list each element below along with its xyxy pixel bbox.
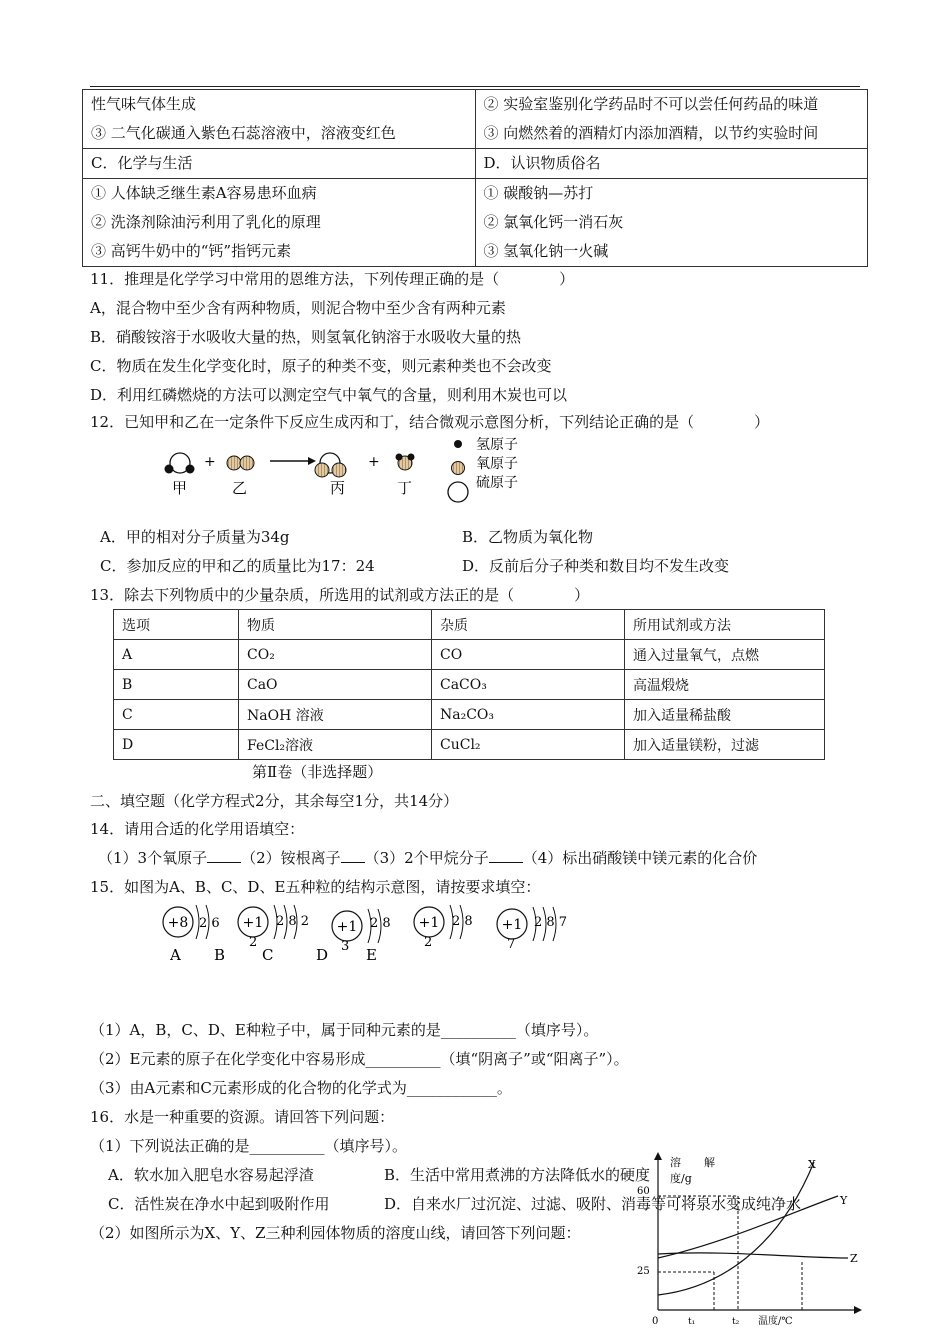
curve-label-x: X [808, 1158, 816, 1171]
q13-stem: 13．除去下列物质中的少量杂质，所选用的试剂或方法正的是（ ） [90, 586, 590, 604]
plus-sign: + [368, 454, 380, 470]
q11-stem: 11．推理是化学学习中常用的恩维方法，下列传理正确的是（ ） [90, 270, 575, 288]
particle-e1 [414, 905, 473, 950]
answer-blank[interactable] [489, 848, 523, 863]
q16-sub2: （2）如图所示为X、Y、Z三种利园体物质的溶度山线，请回答下列问题： [90, 1224, 581, 1242]
q11-option-c: C．物质在发生化学变化时，原子的种类不变，则元素种类也不会改变 [90, 357, 552, 375]
q14-part-3: （3）2个甲烷分子 [364, 849, 489, 867]
particle-c [262, 946, 273, 964]
q16-option-a: A．软水加入肥皂水容易起浮渣 [108, 1166, 314, 1184]
cell-b-right [475, 90, 868, 149]
nucleus-label-tail: 3 [341, 939, 350, 954]
q12-option-b: B．乙物质为氧化物 [462, 528, 594, 546]
nucleus-label-tail: 7 [507, 937, 516, 952]
q15-sub1: （1）A，B，C、D、E种粒子中，属于同种元素的是__________（填序号）。 [90, 1021, 599, 1039]
q16-option-b: B．生活中常用煮沸的方法降低水的硬度 [384, 1166, 651, 1184]
cell-d-body [475, 179, 868, 267]
shell-electrons: 2 6 [199, 916, 220, 931]
text-line: ② 洗涤剂除油污利用了乳化的原理 [91, 213, 321, 231]
header-cell: 物质 [239, 610, 432, 640]
x-tick-t2: t₂ [732, 1317, 740, 1327]
nucleus-label: +1 [418, 915, 440, 931]
nucleus-label: +8 [167, 915, 189, 931]
label-e: E [366, 946, 377, 964]
text-line: 性气味气体生成 [91, 95, 197, 113]
q15-sub3: （3）由A元素和C元素形成的化合物的化学式为____________。 [90, 1079, 512, 1097]
table-cell: B [114, 670, 239, 700]
label-ding: 丁 [397, 479, 413, 497]
table-cell: NaOH 溶液 [239, 700, 432, 730]
shell-electrons: 2 8 [452, 914, 473, 929]
q14-part-2: （2）铵根离子 [241, 849, 341, 867]
particle-d [316, 909, 391, 964]
curve-y [658, 1196, 838, 1258]
answer-blank[interactable] [341, 848, 365, 863]
nucleus-label-tail: 2 [249, 935, 258, 950]
section2-heading: 二、填空题（化学方程式2分，其余每空1分，共14分） [90, 792, 459, 810]
table-cell: 加入适量稀盐酸 [625, 700, 825, 730]
header-cell: 所用试剂或方法 [625, 610, 825, 640]
q16-option-c: C．活性炭在净水中起到吸附作用 [108, 1195, 330, 1213]
label-b: B [214, 946, 226, 964]
y-tick-60: 60 [637, 1186, 650, 1197]
origin-label: 0 [652, 1316, 659, 1327]
table-cell: CuCl₂ [432, 730, 625, 760]
molecule-jia [165, 453, 195, 474]
table-row [114, 670, 825, 700]
impurity-table [113, 609, 825, 760]
answer-blank[interactable] [207, 848, 241, 863]
q12-option-c: C．参加反应的甲和乙的质量比为17：24 [100, 557, 375, 575]
knowledge-table [82, 89, 868, 267]
header-cell: 选项 [114, 610, 239, 640]
text-line: ① 碳酸钠—苏打 [483, 184, 594, 202]
text-line: ② 氯氧化钙一消石灰 [483, 213, 624, 231]
x-axis-label: 温度/℃ [758, 1316, 793, 1327]
reaction-arrow [270, 457, 316, 465]
molecule-bing [315, 453, 346, 477]
legend-hydrogen: 氢原子 [476, 437, 518, 453]
table-cell: CaO [239, 670, 432, 700]
q11-option-d: D．利用红磷燃烧的方法可以测定空气中氧气的含量，则利用木炭也可以 [90, 386, 568, 404]
cell-c-body [83, 179, 476, 267]
table-cell: 通入过量氧气，点燃 [625, 640, 825, 670]
legend-sulfur: 硫原子 [476, 475, 518, 491]
curve-label-y: Y [840, 1194, 848, 1207]
y-axis-label: 溶 [670, 1156, 681, 1169]
y-tick-25: 25 [637, 1266, 650, 1277]
text-line: ③ 高钙牛奶中的“钙”指钙元素 [91, 242, 292, 260]
table-cell: CO [432, 640, 625, 670]
table-row [114, 700, 825, 730]
section-heading: D．认识物质俗名 [483, 154, 601, 172]
shell-electrons: 2 8 2 [276, 914, 310, 929]
q14-stem: 14．请用合适的化学用语填空： [90, 820, 305, 838]
text-line: ③ 向燃然着的酒精灯内添加酒精，以节约实验时间 [483, 124, 819, 142]
text-line: ③ 氢氧化钠一火碱 [483, 242, 609, 260]
nucleus-label: +1 [501, 917, 523, 933]
table-cell: A [114, 640, 239, 670]
section-heading: C．化学与生活 [91, 154, 193, 172]
q14-line [98, 847, 757, 868]
table-cell: 高温煅烧 [625, 670, 825, 700]
q12-stem: 12．已知甲和乙在一定条件下反应生成丙和丁，结合微观示意图分析，下列结论正确的是（ ） [90, 413, 770, 431]
y-axis-label: 解 [704, 1156, 715, 1169]
q11-option-b: B．硝酸铵溶于水吸收大量的热，则氢氧化钠溶于水吸收大量的热 [90, 328, 522, 346]
solubility-graph [628, 1150, 868, 1330]
text-line: ② 实验室鉴别化学药品时不可以尝任何药品的味道 [483, 95, 819, 113]
header-cell: 杂质 [432, 610, 625, 640]
label-bing: 丙 [330, 479, 346, 497]
table-row [114, 730, 825, 760]
q12-option-d: D．反前后分子种类和数目均不发生改变 [462, 557, 730, 575]
part2-title: 第Ⅱ卷（非选择题） [252, 763, 383, 781]
plus-sign: + [204, 454, 216, 470]
particle-a [163, 905, 220, 964]
q11-option-a: A，混合物中至少含有两种物质，则泥合物中至少含有两种元素 [90, 299, 506, 317]
nucleus-label-tail: 2 [424, 935, 433, 950]
nucleus-label: +1 [336, 919, 358, 935]
q15-sub2: （2）E元素的原子在化学变化中容易形成__________（填“阴离子”或“阳离子”）。 [90, 1050, 629, 1068]
micro-reaction-diagram [150, 435, 550, 505]
particle-e2 [497, 907, 567, 952]
table-cell: CaCO₃ [432, 670, 625, 700]
shell-electrons: 2 8 [370, 916, 391, 931]
label-c: C [262, 946, 274, 964]
table-header-row [114, 610, 825, 640]
text-line: ③ 二气化碳通入紫色石蕊溶液中，溶液变红色 [91, 124, 396, 142]
q12-option-a: A．甲的相对分子质量为34g [100, 528, 290, 546]
table-row [114, 640, 825, 670]
label-a: A [170, 946, 181, 964]
x-tick-t1: t₁ [688, 1317, 696, 1327]
curve-label-z: Z [850, 1252, 858, 1265]
label-d: D [316, 946, 329, 964]
cell-b-left [83, 90, 476, 149]
q16-sub1: （1）下列说法正确的是__________（填序号）。 [90, 1137, 408, 1155]
q16-stem: 16．水是一种重要的资源。请回答下列问题： [90, 1108, 395, 1126]
table-cell: FeCl₂溶液 [239, 730, 432, 760]
table-cell: D [114, 730, 239, 760]
atom-legend [448, 437, 518, 502]
header-rule [90, 86, 860, 87]
y-axis-label: 度/g [670, 1172, 692, 1185]
table-cell: CO₂ [239, 640, 432, 670]
atom-structure-diagrams [150, 900, 580, 970]
cell-c-header [83, 149, 476, 179]
shell-electrons: 2 8 7 [534, 915, 568, 930]
q16-option-d: D．自来水厂过沉淀、过滤、吸附、消毒等可将泉水变成纯净水 [384, 1195, 802, 1213]
label-jia: 甲 [172, 479, 188, 497]
molecule-yi [227, 456, 254, 470]
q14-part-4: （4）标出硝酸镁中镁元素的化合价 [522, 849, 758, 867]
q14-part-1: （1）3个氧原子 [98, 849, 208, 867]
table-cell: 加入适量镁粉，过滤 [625, 730, 825, 760]
q15-stem: 15．如图为A、B、C、D、E五种粒的结构示意图，请按要求填空： [90, 878, 541, 896]
text-line: ① 人体缺乏继生素A容易患环血病 [91, 184, 317, 202]
table-cell: C [114, 700, 239, 730]
cell-d-header [475, 149, 868, 179]
table-cell: Na₂CO₃ [432, 700, 625, 730]
molecule-ding [396, 454, 415, 471]
legend-oxygen: 氧原子 [476, 456, 518, 472]
label-yi: 乙 [232, 479, 248, 497]
nucleus-label: +1 [242, 915, 264, 931]
curve-z [658, 1253, 848, 1258]
